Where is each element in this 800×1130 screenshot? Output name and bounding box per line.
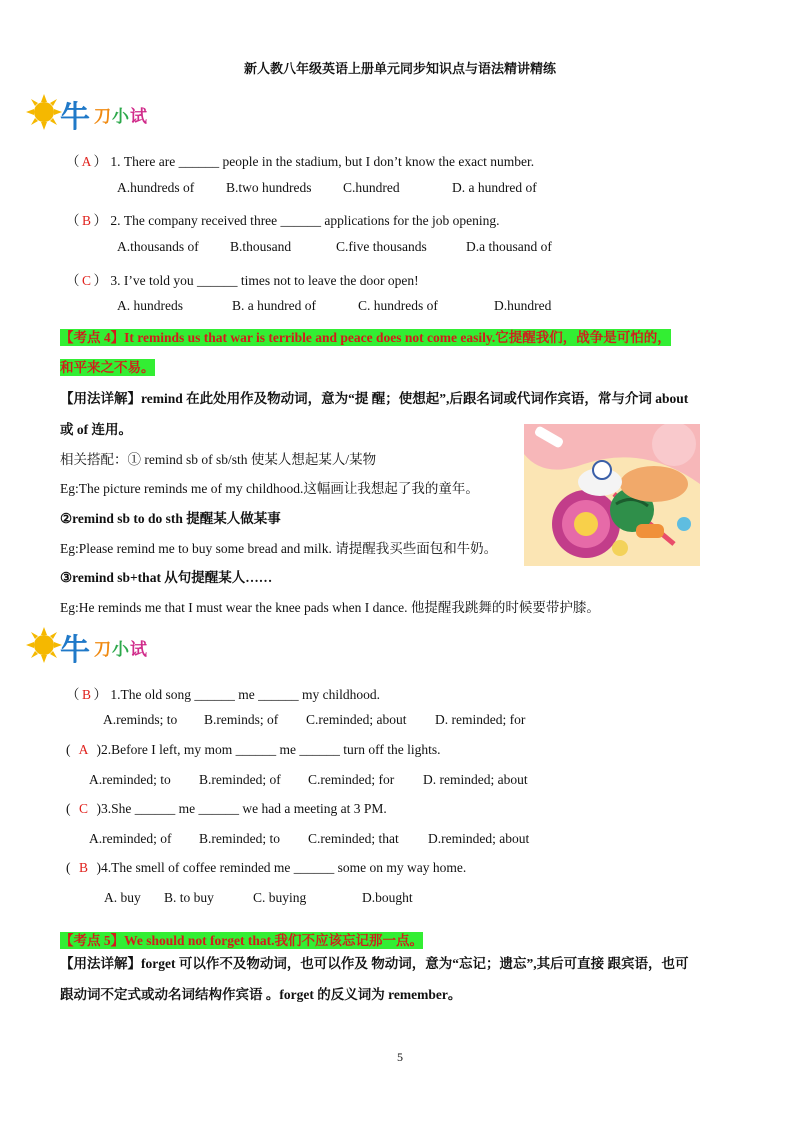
answer: B bbox=[81, 687, 91, 702]
option-c: C. buying bbox=[253, 890, 307, 905]
option-b: B.reminded; to bbox=[199, 831, 280, 846]
answer: B bbox=[81, 213, 91, 228]
question-text: 1.The old song ______ me ______ my childhood. bbox=[110, 687, 380, 702]
option-b: B.thousand bbox=[230, 239, 292, 254]
answer: C bbox=[81, 273, 91, 288]
option-b: B. to buy bbox=[164, 890, 214, 905]
question-3: （ C ） 3. I’ve told you ______ times not to leave the door open! bbox=[66, 273, 419, 288]
candy-illustration bbox=[524, 424, 700, 566]
kaodian-4-line-1: 【考点 4】It reminds us that war is terrible and peace does not come easily.它提醒我们，战争是可怕的， bbox=[60, 330, 671, 345]
option-b: B. a hundred of bbox=[232, 298, 316, 313]
usage-5-line-2: 跟动词不定式或动名词结构作宾语 。forget 的反义词为 remember。 bbox=[60, 987, 462, 1002]
logo-big-char: 牛 bbox=[60, 100, 90, 135]
logo-char-2: 小 bbox=[112, 640, 129, 660]
example-2: Eg:Please remind me to buy some bread and milk. 请提醒我买些面包和牛奶。 bbox=[60, 541, 498, 556]
option-a: A.reminds; to bbox=[103, 712, 178, 727]
example-1: Eg:The picture reminds me of my childhood.这幅画让我想起了我的童年。 bbox=[60, 481, 479, 496]
usage-4-line-1: 【用法详解】remind 在此处用作及物动词，意为“提 醒；使想起”,后跟名词或代词作宾语，常与介词 about bbox=[60, 391, 689, 406]
option-a: A.hundreds of bbox=[117, 180, 195, 195]
question-text: 2. The company received three ______ applications for the job opening. bbox=[110, 213, 500, 228]
logo-char-1: 刀 bbox=[94, 107, 111, 127]
option-d: D.a thousand of bbox=[466, 239, 552, 254]
logo-char-1: 刀 bbox=[94, 640, 111, 660]
option-a: A.thousands of bbox=[117, 239, 199, 254]
logo-char-2: 小 bbox=[112, 107, 129, 127]
answer: A bbox=[81, 154, 92, 169]
logo-char-3: 试 bbox=[130, 640, 147, 660]
collocation-2: ②remind sb to do sth 提醒某人做某事 bbox=[60, 511, 281, 526]
question-2-3: ( C )3.She ______ me ______ we had a meeting at 3 PM. bbox=[66, 801, 387, 816]
question-2-4: ( B )4.The smell of coffee reminded me ______ some on my way home. bbox=[66, 860, 467, 875]
option-d: D.reminded; about bbox=[428, 831, 530, 846]
question-text: 3. I’ve told you ______ times not to leave the door open! bbox=[110, 273, 419, 288]
question-2-2: ( A )2.Before I left, my mom ______ me ______ turn off the lights. bbox=[66, 742, 441, 757]
answer: C bbox=[78, 801, 88, 816]
option-c: C.reminded; that bbox=[308, 831, 399, 846]
question-text: 1. There are ______ people in the stadium, but I don’t know the exact number. bbox=[110, 154, 535, 169]
option-c: C.five thousands bbox=[336, 239, 427, 254]
option-d: D.hundred bbox=[494, 298, 552, 313]
page-number: 5 bbox=[397, 1050, 403, 1064]
option-c: C.hundred bbox=[343, 180, 400, 195]
option-b: B.two hundreds bbox=[226, 180, 312, 195]
related-collocation: 相关搭配：① remind sb of sb/sth 使某人想起某人/某物 bbox=[60, 452, 377, 467]
usage-5-line-1: 【用法详解】forget 可以作不及物动词，也可以作及 物动词，意为“忘记；遗忘”,其后可直接 跟宾语，也可 bbox=[60, 956, 689, 971]
option-b: B.reminds; of bbox=[204, 712, 279, 727]
option-a: A.reminded; of bbox=[89, 831, 172, 846]
logo-char-3: 试 bbox=[130, 107, 147, 127]
section-logo bbox=[26, 90, 146, 134]
answer: A bbox=[78, 742, 89, 757]
logo-big-char: 牛 bbox=[60, 633, 90, 668]
collocation-3: ③remind sb+that 从句提醒某人…… bbox=[60, 570, 273, 585]
option-b: B.reminded; of bbox=[199, 772, 281, 787]
sun-icon bbox=[26, 94, 62, 130]
option-d: D. a hundred of bbox=[452, 180, 537, 195]
question-text: 2.Before I left, my mom ______ me ______ turn off the lights. bbox=[101, 742, 441, 757]
question-text: 3.She ______ me ______ we had a meeting at 3 PM. bbox=[101, 801, 387, 816]
usage-4-line-2: 或 of 连用。 bbox=[60, 422, 132, 437]
page-header: 新人教八年级英语上册单元同步知识点与语法精讲精练 bbox=[243, 62, 556, 77]
option-a: A. buy bbox=[104, 890, 141, 905]
option-c: C. hundreds of bbox=[358, 298, 438, 313]
sun-icon bbox=[26, 627, 62, 663]
question-2-1: （ B ） 1.The old song ______ me ______ my childhood. bbox=[66, 687, 380, 702]
section-logo bbox=[26, 623, 146, 667]
option-a: A. hundreds bbox=[117, 298, 183, 313]
question-text: 4.The smell of coffee reminded me ______ some on my way home. bbox=[101, 860, 467, 875]
kaodian-4-line-2: 和平来之不易。 bbox=[60, 360, 155, 375]
question-2: （ B ） 2. The company received three ______ applications for the job opening. bbox=[66, 213, 500, 228]
option-d: D. reminded; for bbox=[435, 712, 526, 727]
option-d: D. reminded; about bbox=[423, 772, 528, 787]
option-c: C.reminded; about bbox=[306, 712, 407, 727]
option-a: A.reminded; to bbox=[89, 772, 171, 787]
option-d: D.bought bbox=[362, 890, 413, 905]
question-1: （ A ） 1. There are ______ people in the stadium, but I don’t know the exact number. bbox=[66, 154, 535, 169]
example-3: Eg:He reminds me that I must wear the knee pads when I dance. 他提醒我跳舞的时候要带护膝。 bbox=[60, 600, 600, 615]
option-c: C.reminded; for bbox=[308, 772, 395, 787]
kaodian-5-line-1: 【考点 5】We should not forget that.我们不应该忘记那一点。 bbox=[60, 933, 424, 948]
answer: B bbox=[78, 860, 88, 875]
